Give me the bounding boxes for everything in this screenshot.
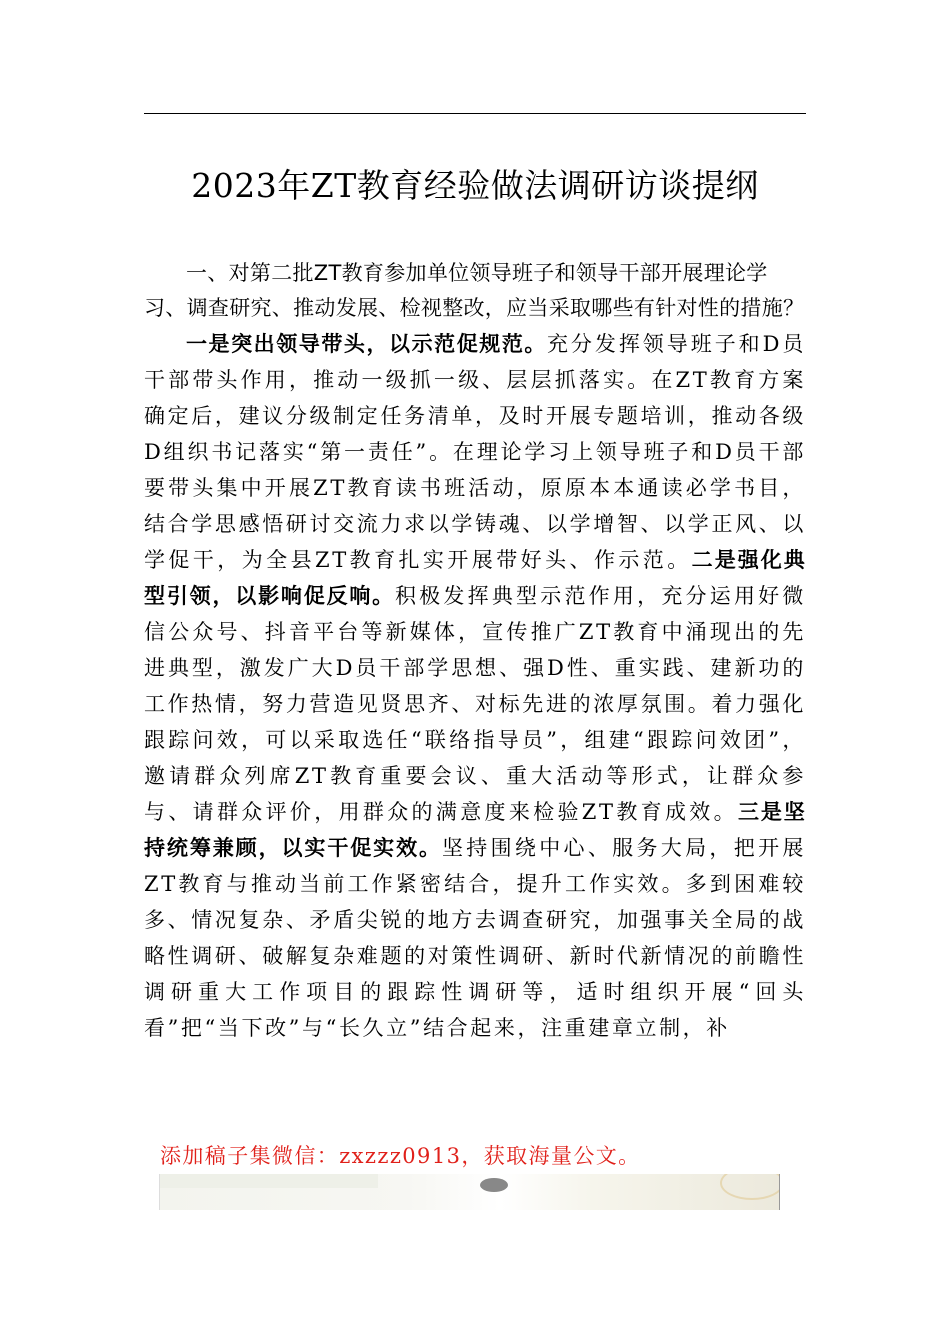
point3-text: 坚持围绕中心、服务大局，把开展ZT教育与推动当前工作紧密结合，提升工作实效。多到困难较多、情况复杂、矛盾尖锐的地方去调查研究，加强事关全局的战略性调研、破解复杂难题的对策性调研、新时代新情况的前瞻性调研重大工作项目的跟踪性调研等，适时组织开展“回头看”把“当下改”与“长久立”结合起来，注重建章立制，补 xyxy=(144,836,806,1040)
point1-text: 充分发挥领导班子和D员干部带头作用，推动一级抓一级、层层抓落实。在ZT教育方案确定后，建议分级制定任务清单，及时开展专题培训，推动各级D组织书记落实“第一责任”。在理论学习上领导班子和D员干部要带头集中开展ZT教育读书班活动，原原本本通读必学书目，结合学思感悟研讨交流力求以学铸魂、以学增智、以学正风、以学促干，为全县ZT教育扎实开展带好头、作示范。 xyxy=(144,332,807,572)
header-rule xyxy=(144,113,806,114)
document-title: 2023年ZT教育经验做法调研访谈提纲 xyxy=(191,166,759,205)
answer-paragraph xyxy=(144,326,806,1046)
document-body xyxy=(144,256,806,1046)
point2-heading: 二是强化典型引领，以影响促反响。 xyxy=(144,548,806,608)
image-blot xyxy=(480,1178,508,1192)
image-band xyxy=(160,1174,378,1188)
image-swirl xyxy=(720,1174,780,1200)
question-heading: 一、对第二批ZT教育参加单位领导班子和领导干部开展理论学习、调查研究、推动发展、检视整改，应当采取哪些有针对性的措施？ xyxy=(144,261,805,320)
footer-decorative-image xyxy=(159,1174,780,1210)
point3-heading: 三是坚持统筹兼顾，以实干促实效。 xyxy=(144,800,806,860)
point1-heading: 一是突出领导带头，以示范促规范。 xyxy=(186,332,547,356)
footer-promo-note: 添加稿子集微信：zxzzz0913，获取海量公文。 xyxy=(160,1144,641,1168)
point2-text: 积极发挥典型示范作用，充分运用好微信公众号、抖音平台等新媒体，宣传推广ZT教育中涌现出的先进典型，激发广大D员干部学思想、强D性、重实践、建新功的工作热情，努力营造见贤思齐、对标先进的浓厚氛围。着力强化跟踪问效，可以采取选任“联络指导员”，组建“跟踪问效团”，邀请群众列席ZT教育重要会议、重大活动等形式，让群众参与、请群众评价，用群众的满意度来检验ZT教育成效。 xyxy=(144,584,807,824)
